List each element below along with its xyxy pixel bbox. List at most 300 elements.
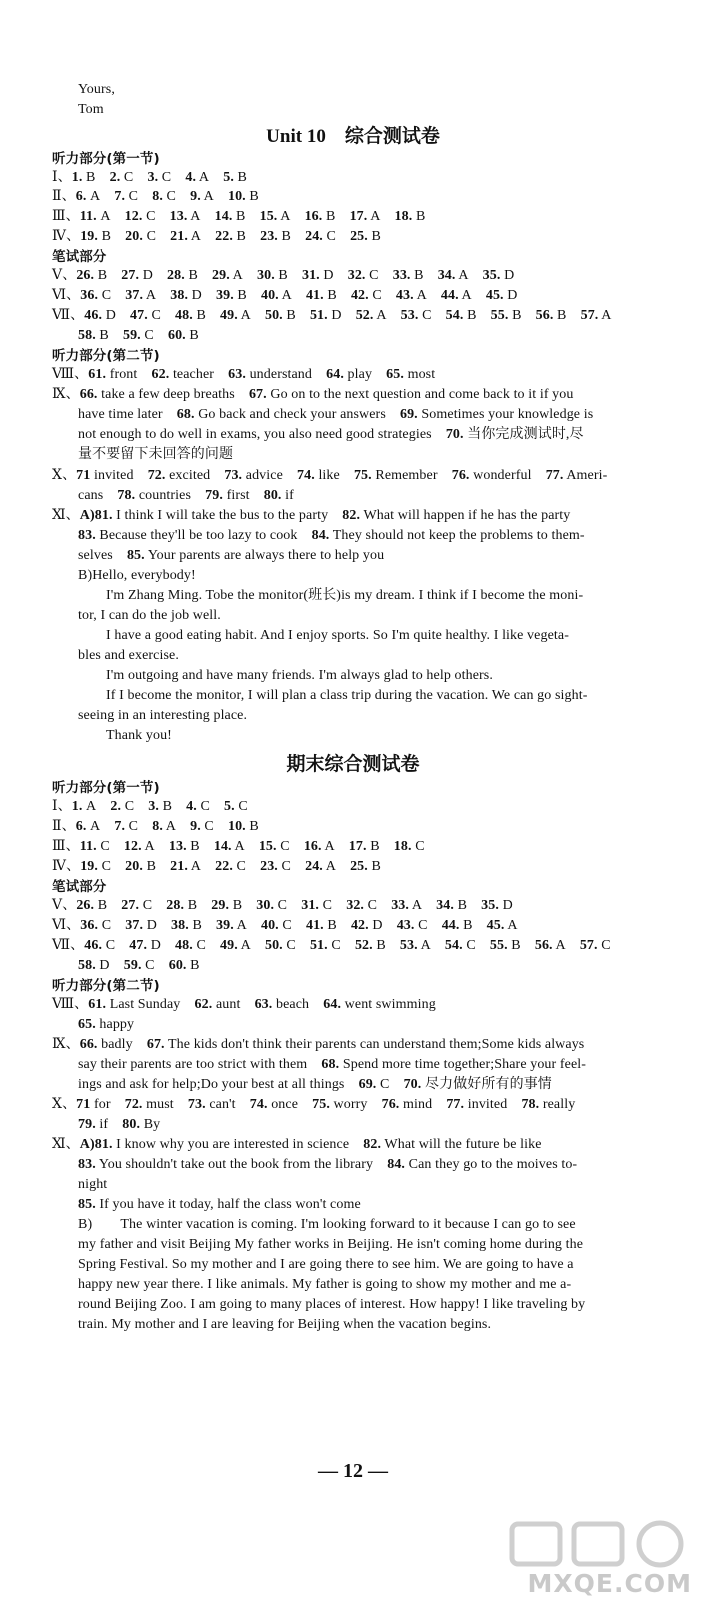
answer-text: B <box>326 209 336 224</box>
question-number: 46. <box>84 308 103 323</box>
answer-text: D <box>105 308 116 323</box>
question-number: 60. <box>167 328 186 343</box>
answer-text: ings and ask for help;Do your best at all things <box>78 1077 345 1092</box>
question-number: 7. <box>114 189 126 204</box>
answer-text: B <box>190 839 200 854</box>
answer-text: D <box>150 938 161 953</box>
question-number: 17. <box>349 209 368 224</box>
answer-text: B <box>86 170 96 185</box>
answer-text: B <box>278 268 288 283</box>
question-number: 2. <box>110 799 122 814</box>
question-number: 62. <box>151 367 170 382</box>
answer-text: play <box>347 367 373 382</box>
answer-text: Can they go to the moives to- <box>408 1157 578 1172</box>
question-number: 6. <box>75 189 87 204</box>
answer-text: C <box>166 189 176 204</box>
answer-text: C <box>236 859 246 874</box>
answer-text: A <box>411 898 423 913</box>
answer-text: A <box>190 209 201 224</box>
question-number: 79. <box>205 488 223 503</box>
answer-text: A <box>376 308 387 323</box>
answer-text: C <box>128 819 139 834</box>
essay-line: Thank you! <box>106 728 172 743</box>
answer-text: A <box>190 859 202 874</box>
question-number: 58. <box>78 958 96 973</box>
question-number: 62. <box>194 997 213 1012</box>
answer-text: A <box>420 938 431 953</box>
answer-text: A <box>325 859 336 874</box>
answer-text: A <box>601 308 612 323</box>
question-number: 41. <box>305 918 324 933</box>
roman-numeral: Ⅹ、 <box>52 1097 77 1112</box>
question-number: 69. <box>358 1077 377 1092</box>
answer-row <box>78 405 706 425</box>
answer-row <box>52 385 692 405</box>
question-number: A)81. <box>79 508 113 523</box>
essay-line: Spring Festival. So my mother and I are going there to see him. We are going to have a <box>78 1257 574 1272</box>
section-heading: 听力部分(第一节) <box>52 780 160 796</box>
question-number: 23. <box>260 859 278 874</box>
answer-text: B <box>190 958 200 973</box>
essay-line: round Beijing Zoo. I am going to many places of interest. How happy! I like traveling by <box>78 1297 586 1312</box>
roman-numeral: Ⅳ、 <box>52 859 81 874</box>
answer-text: invited <box>467 1097 508 1112</box>
answer-text: advice <box>245 468 283 483</box>
roman-numeral: Ⅵ、 <box>52 918 81 933</box>
question-number: 5. <box>223 170 234 185</box>
question-number: 34. <box>436 898 454 913</box>
answer-text: A <box>90 819 101 834</box>
roman-numeral: Ⅴ、 <box>52 898 77 913</box>
answer-text: D <box>142 268 153 283</box>
essay-line: B)Hello, everybody! <box>78 568 196 583</box>
answer-text: A <box>86 799 97 814</box>
roman-numeral: Ⅶ、 <box>52 938 85 953</box>
question-number: 29. <box>212 268 230 283</box>
answer-text: C <box>128 189 139 204</box>
question-number: 25. <box>350 859 368 874</box>
answer-text: C <box>277 898 288 913</box>
question-number: 67. <box>248 387 267 402</box>
question-number: 2. <box>109 170 121 185</box>
answer-text: teacher <box>172 367 215 382</box>
question-number: 47. <box>129 938 148 953</box>
question-number: 44. <box>440 288 459 303</box>
answer-text: C <box>105 938 116 953</box>
answer-text: C <box>238 799 248 814</box>
answer-text: B <box>249 189 259 204</box>
question-number: 40. <box>260 918 279 933</box>
answer-text: invited <box>93 468 134 483</box>
answer-text: A <box>190 229 202 244</box>
answer-text: cans <box>78 488 104 503</box>
section-heading: 笔试部分 <box>52 249 107 265</box>
roman-numeral: Ⅴ、 <box>52 268 77 283</box>
question-number: 68. <box>321 1057 340 1072</box>
answer-text: Sometimes your knowledge is <box>421 407 594 422</box>
question-number: 50. <box>264 938 283 953</box>
question-number: 64. <box>323 997 342 1012</box>
answer-text: A <box>203 189 214 204</box>
answer-text: D <box>323 268 334 283</box>
answer-text: C <box>466 938 476 953</box>
question-number: 54. <box>445 308 464 323</box>
page-number: — 12 — <box>318 1460 388 1482</box>
answer-text: B <box>376 938 386 953</box>
answer-text: D <box>507 288 518 303</box>
question-number: 29. <box>211 898 230 913</box>
answer-text: C <box>161 170 172 185</box>
final-test-title: 期末综合测试卷 <box>286 754 420 775</box>
answer-text: Go back and check your answers <box>198 407 386 422</box>
question-number: 80. <box>122 1117 141 1132</box>
question-number: 21. <box>170 859 188 874</box>
answer-row <box>78 526 706 546</box>
answer-text: C <box>100 839 110 854</box>
letter-signature: Tom <box>78 102 104 117</box>
question-number: 35. <box>481 898 499 913</box>
question-number: 70. <box>403 1077 422 1092</box>
question-number: 63. <box>228 367 246 382</box>
question-number: 85. <box>126 548 145 563</box>
question-number: 82. <box>342 508 361 523</box>
answer-text: C <box>101 918 112 933</box>
answer-text: C <box>367 898 378 913</box>
answer-text: C <box>282 918 292 933</box>
question-number: 18. <box>394 209 413 224</box>
answer-text: B <box>236 229 246 244</box>
question-number: 12. <box>123 839 142 854</box>
answer-row <box>78 1175 706 1195</box>
answer-text: A <box>144 839 155 854</box>
question-number: 10. <box>227 819 246 834</box>
answer-text: Go on to the next question and come back to it if you <box>270 387 574 402</box>
answer-text: The kids don't think their parents can understand them;Some kids always <box>168 1037 585 1052</box>
answer-text: A <box>232 268 243 283</box>
question-number: 70. <box>445 427 464 442</box>
answer-text: A <box>281 288 292 303</box>
answer-text: C <box>200 799 210 814</box>
answer-text: C <box>286 938 296 953</box>
question-number: 38. <box>171 918 189 933</box>
answer-text: really <box>542 1097 576 1112</box>
question-number: 8. <box>152 189 163 204</box>
answer-text: C <box>196 938 206 953</box>
question-number: 43. <box>396 918 415 933</box>
answer-row <box>52 227 692 247</box>
question-number: 16. <box>304 209 323 224</box>
answer-text: B <box>327 288 337 303</box>
question-number: 22. <box>215 229 233 244</box>
essay-line: I'm Zhang Ming. Tobe the monitor(班长)is my dream. I think if I become the moni- <box>106 588 584 603</box>
essay-line: train. My mother and I are leaving for Beijing when the vacation begins. <box>78 1317 492 1332</box>
question-number: 5. <box>224 799 235 814</box>
answer-row <box>78 1155 706 1175</box>
answer-text: badly <box>101 1037 133 1052</box>
answer-text: mind <box>403 1097 433 1112</box>
answer-text: 量不要留下未回答的问题 <box>78 447 234 462</box>
question-number: 48. <box>175 938 193 953</box>
answer-text: if <box>285 488 294 503</box>
question-number: 1. <box>71 170 83 185</box>
answer-row <box>52 896 692 916</box>
answer-text: B <box>371 229 381 244</box>
question-number: 63. <box>254 997 273 1012</box>
roman-numeral: Ⅸ、 <box>52 387 80 402</box>
answer-text: B <box>237 288 247 303</box>
question-number: 64. <box>326 367 344 382</box>
section-heading: 听力部分(第二节) <box>52 978 160 994</box>
answer-text: B <box>467 308 477 323</box>
answer-text: D <box>504 268 515 283</box>
answer-text: must <box>146 1097 174 1112</box>
unit10-title: Unit 10 综合测试卷 <box>266 126 440 147</box>
answer-text: excited <box>169 468 211 483</box>
question-number: 31. <box>301 898 320 913</box>
answer-row <box>78 445 706 465</box>
answer-text: 尽力做好所有的事情 <box>425 1077 552 1092</box>
question-number: 48. <box>175 308 193 323</box>
question-number: 39. <box>216 288 234 303</box>
question-number: 77. <box>446 1097 465 1112</box>
question-number: 61. <box>88 997 107 1012</box>
answer-text: Because they'll be too lazy to cook <box>99 528 298 543</box>
answer-text: B <box>457 898 468 913</box>
question-number: 1. <box>71 799 83 814</box>
question-number: 55. <box>490 308 509 323</box>
answer-text: A <box>234 839 245 854</box>
question-number: 11. <box>79 209 97 224</box>
answer-text: B <box>188 268 198 283</box>
answer-text: What will happen if he has the party <box>363 508 571 523</box>
roman-numeral: Ⅷ、 <box>52 367 89 382</box>
question-number: 19. <box>80 859 98 874</box>
question-number: 77. <box>545 468 564 483</box>
answer-text: aunt <box>215 997 241 1012</box>
question-number: 60. <box>168 958 187 973</box>
answer-text: night <box>78 1177 108 1192</box>
roman-numeral: Ⅷ、 <box>52 997 89 1012</box>
question-number: 14. <box>213 839 232 854</box>
answer-row <box>52 916 692 936</box>
answer-row <box>78 425 706 445</box>
roman-numeral: Ⅲ、 <box>52 209 80 224</box>
answer-row <box>78 1075 706 1095</box>
answer-text: B <box>236 209 246 224</box>
section-heading: 听力部分(第二节) <box>52 348 160 364</box>
answer-row <box>52 207 692 227</box>
essay-line: seeing in an interesting place. <box>78 708 248 723</box>
question-number: 31. <box>301 268 320 283</box>
answer-text: A <box>100 209 111 224</box>
answer-text: B <box>370 839 380 854</box>
question-number: 65. <box>386 367 404 382</box>
question-number: 74. <box>249 1097 268 1112</box>
question-number: 75. <box>353 468 372 483</box>
answer-text: C <box>372 288 382 303</box>
question-number: 20. <box>125 229 143 244</box>
question-number: 21. <box>170 229 188 244</box>
question-number: 27. <box>121 898 140 913</box>
answer-row <box>78 1115 706 1135</box>
answer-text: B <box>414 268 424 283</box>
question-number: 49. <box>220 938 238 953</box>
answer-text: A <box>145 288 157 303</box>
question-number: 27. <box>121 268 140 283</box>
question-number: 11. <box>79 839 97 854</box>
question-number: 41. <box>305 288 324 303</box>
roman-numeral: Ⅲ、 <box>52 839 80 854</box>
answer-text: What will the future be like <box>384 1137 542 1152</box>
answer-text: D <box>99 958 110 973</box>
question-number: 32. <box>346 898 365 913</box>
answer-row <box>78 1055 706 1075</box>
answer-text: beach <box>275 997 310 1012</box>
answer-text: B <box>327 918 337 933</box>
question-number: 42. <box>350 288 369 303</box>
answer-text: B <box>237 170 247 185</box>
answer-text: B <box>192 918 202 933</box>
question-number: 40. <box>260 288 279 303</box>
question-number: 13. <box>169 209 188 224</box>
question-number: 30. <box>257 268 275 283</box>
question-number: 24. <box>305 859 323 874</box>
question-number: 17. <box>348 839 367 854</box>
answer-row <box>52 936 692 956</box>
question-number: 35. <box>482 268 501 283</box>
question-number: 37. <box>125 288 144 303</box>
answer-row <box>78 956 706 976</box>
answer-row <box>52 995 692 1015</box>
question-number: 84. <box>311 528 330 543</box>
question-number: 9. <box>190 189 201 204</box>
question-number: 72. <box>124 1097 143 1112</box>
roman-numeral: Ⅱ、 <box>52 189 76 204</box>
answer-text: C <box>369 268 379 283</box>
answer-text: A <box>198 170 210 185</box>
answer-text: B <box>371 859 381 874</box>
answer-text: A <box>165 819 176 834</box>
question-number: 52. <box>354 938 373 953</box>
answer-row <box>52 306 692 326</box>
answer-text: Your parents are always there to help you <box>147 548 385 563</box>
answer-text: B <box>557 308 567 323</box>
answer-row <box>78 546 706 566</box>
answer-text: D <box>191 288 202 303</box>
answer-row <box>78 326 706 346</box>
question-number: 83. <box>78 528 96 543</box>
essay-line: I'm outgoing and have many friends. I'm always glad to help others. <box>106 668 493 683</box>
answer-text: countries <box>138 488 192 503</box>
answer-text: B <box>463 918 473 933</box>
answer-text: C <box>280 839 290 854</box>
answer-text: worry <box>333 1097 368 1112</box>
answer-row <box>52 187 692 207</box>
letter-closing: Yours, <box>78 82 115 97</box>
answer-text: B <box>187 898 198 913</box>
answer-text: selves <box>78 548 113 563</box>
answer-text: C <box>422 308 432 323</box>
answer-text: for <box>93 1097 111 1112</box>
question-number: 71 <box>76 1097 91 1112</box>
answer-row <box>52 168 692 188</box>
answer-text: C <box>146 229 157 244</box>
answer-row <box>52 1135 692 1155</box>
answer-text: Last Sunday <box>109 997 181 1012</box>
answer-text: wonderful <box>473 468 532 483</box>
question-number: 53. <box>399 938 418 953</box>
answer-text: A <box>324 839 335 854</box>
answer-text: first <box>226 488 250 503</box>
question-number: 30. <box>256 898 275 913</box>
answer-text: B <box>511 938 521 953</box>
question-number: 10. <box>227 189 246 204</box>
answer-text: C <box>145 958 155 973</box>
question-number: 49. <box>220 308 238 323</box>
essay-line: happy new year there. I like animals. My father is going to show my mother and me a- <box>78 1277 572 1292</box>
question-number: 23. <box>260 229 278 244</box>
answer-text: B <box>101 229 112 244</box>
answer-text: C <box>418 918 428 933</box>
question-number: 25. <box>350 229 368 244</box>
answer-text: went swimming <box>344 997 436 1012</box>
question-number: 56. <box>535 308 554 323</box>
question-number: 3. <box>148 799 159 814</box>
question-number: 32. <box>347 268 366 283</box>
answer-text: A <box>90 189 101 204</box>
answer-row <box>52 1095 692 1115</box>
answer-text: B <box>162 799 173 814</box>
answer-text: B <box>97 898 108 913</box>
roman-numeral: Ⅺ、 <box>52 508 80 523</box>
answer-row <box>52 857 692 877</box>
answer-text: A <box>555 938 566 953</box>
question-number: 84. <box>387 1157 406 1172</box>
question-number: 15. <box>258 839 277 854</box>
question-number: 56. <box>534 938 553 953</box>
question-number: 7. <box>114 819 126 834</box>
question-number: 18. <box>393 839 412 854</box>
question-number: 82. <box>363 1137 382 1152</box>
answer-text: By <box>143 1117 161 1132</box>
question-number: 47. <box>130 308 148 323</box>
question-number: 4. <box>186 799 197 814</box>
answer-text: A <box>240 308 251 323</box>
question-number: 8. <box>152 819 163 834</box>
question-number: 36. <box>80 918 99 933</box>
answer-text: C <box>322 898 333 913</box>
answer-text: A <box>416 288 427 303</box>
roman-numeral: Ⅹ、 <box>52 468 77 483</box>
answer-text: A <box>461 288 472 303</box>
answer-text: B <box>286 308 296 323</box>
roman-numeral: Ⅰ、 <box>52 799 72 814</box>
answer-text: D <box>146 918 157 933</box>
question-number: 14. <box>214 209 233 224</box>
answer-text: B <box>97 268 108 283</box>
answer-row <box>52 817 692 837</box>
answer-text: I think I will take the bus to the party <box>116 508 329 523</box>
answer-text: 当你完成测试时,尽 <box>467 427 584 442</box>
question-number: 79. <box>78 1117 96 1132</box>
roman-numeral: Ⅶ、 <box>52 308 85 323</box>
answer-text: B <box>146 859 157 874</box>
question-number: 12. <box>124 209 143 224</box>
question-number: 16. <box>303 839 322 854</box>
question-number: 33. <box>391 898 410 913</box>
question-number: 45. <box>486 918 505 933</box>
question-number: 39. <box>216 918 234 933</box>
